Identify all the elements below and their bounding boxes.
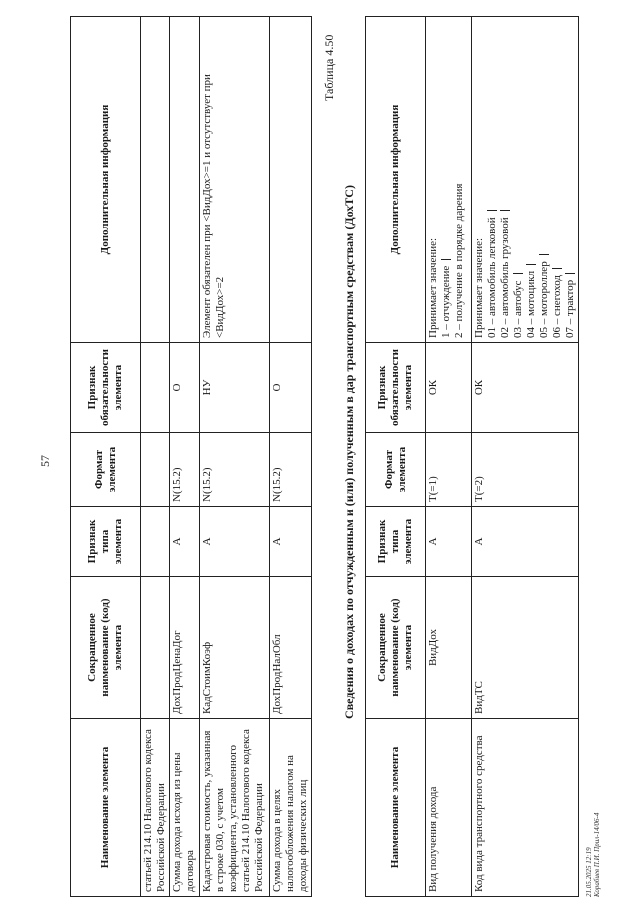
cell-required: [141, 343, 170, 433]
bar-mark: [513, 273, 523, 274]
cell-info: [472, 17, 579, 343]
cell-name: Сумма дохода в целях налогообложения налогом на доходы физических лиц: [270, 719, 312, 897]
header-short: Сокращенное наименование (код) элемента: [366, 577, 426, 719]
cell-info: [141, 17, 170, 343]
footer-stamp: [585, 813, 601, 897]
bar-mark: [500, 210, 510, 211]
header-type: Признак типа элемента: [366, 507, 426, 577]
info-line: 04 – мотоцикл: [525, 21, 538, 338]
cell-info: [270, 17, 312, 343]
table-doh-ts: [365, 16, 579, 897]
cell-required: ОК: [472, 343, 579, 433]
header-format: Формат элемента: [366, 433, 426, 507]
cell-format: N(15.2): [170, 433, 200, 507]
table-title: Сведения о доходах по отчужденным и (или) полученным в дар транспортным средствам (ДохТС): [342, 185, 356, 719]
cell-required: ОК: [426, 343, 472, 433]
cell-name: Сумма дохода исходя из цены договора: [170, 719, 200, 897]
cell-short: [141, 577, 170, 719]
header-required: Признак обязательности элемента: [366, 343, 426, 433]
table-number: Таблица 4.50: [322, 34, 336, 101]
info-line: 1 – отчуждение: [440, 21, 453, 338]
bar-mark: [526, 264, 536, 265]
cell-name: Вид получения дохода: [426, 719, 472, 897]
footer-line: 21.05.2025 12:19: [585, 847, 593, 897]
cell-type: А: [170, 507, 200, 577]
cell-required: О: [270, 343, 312, 433]
table-continued: [70, 16, 312, 897]
cell-name: статьей 214.10 Налогового кодекса Российской Федерации: [141, 719, 170, 897]
table-row: [270, 17, 312, 897]
cell-info: Элемент обязателен при <ВидДох>=1 и отсутствует при <ВидДох>=2: [200, 17, 270, 343]
cell-format: [141, 433, 170, 507]
header-type: Признак типа элемента: [71, 507, 141, 577]
header-name: Наименование элемента: [71, 719, 141, 897]
bar-mark: [565, 273, 575, 274]
cell-info: [426, 17, 472, 343]
header-required: Признак обязательности элемента: [71, 343, 141, 433]
page-number: 57: [38, 455, 52, 467]
cell-format: Т(=1): [426, 433, 472, 507]
info-line: 06 – снегоход: [551, 21, 564, 338]
cell-info: [170, 17, 200, 343]
header-name: Наименование элемента: [366, 719, 426, 897]
info-line: Принимает значение:: [427, 237, 439, 338]
bar-mark: [441, 259, 451, 260]
cell-type: [141, 507, 170, 577]
cell-format: N(15.2): [200, 433, 270, 507]
info-line: 01 – автомобиль легковой: [486, 21, 499, 338]
cell-short: ВидДох: [426, 577, 472, 719]
bar-mark: [552, 268, 562, 269]
cell-type: А: [472, 507, 579, 577]
cell-type: А: [426, 507, 472, 577]
header-info: Дополнительная информация: [71, 17, 141, 343]
cell-format: Т(=2): [472, 433, 579, 507]
cell-format: N(15.2): [270, 433, 312, 507]
cell-name: Код вида транспортного средства: [472, 719, 579, 897]
cell-type: А: [270, 507, 312, 577]
cell-short: КадСтоимКоэф: [200, 577, 270, 719]
cell-name: Кадастровая стоимость, указанная в строке 030, с учетом коэффициента, установленного статьей 214.10 Налогового кодекса Российской Федерации: [200, 719, 270, 897]
cell-required: О: [170, 343, 200, 433]
bar-mark: [487, 210, 497, 211]
info-line: 03 – автобус: [512, 21, 525, 338]
table-row: [472, 17, 579, 897]
bar-mark: [539, 254, 549, 255]
info-line: 2 – получение в порядке дарения: [453, 183, 465, 338]
header-short: Сокращенное наименование (код) элемента: [71, 577, 141, 719]
info-line: 05 – мотороллер: [538, 21, 551, 338]
table-row: [170, 17, 200, 897]
header-info: Дополнительная информация: [366, 17, 426, 343]
info-line: 02 – автомобиль грузовой: [499, 21, 512, 338]
info-line: Принимает значение:: [473, 237, 485, 338]
table-row: [141, 17, 170, 897]
cell-short: ВидТС: [472, 577, 579, 719]
table-row: [426, 17, 472, 897]
cell-short: ДохПродНалОбл: [270, 577, 312, 719]
header-format: Формат элемента: [71, 433, 141, 507]
info-line: 07 – трактор: [564, 21, 577, 338]
cell-type: А: [200, 507, 270, 577]
table-row: [200, 17, 270, 897]
cell-required: НУ: [200, 343, 270, 433]
cell-short: ДохПродЦенаДог: [170, 577, 200, 719]
footer-line: Корабиев П.И. Прил-14/06-4: [593, 812, 601, 897]
